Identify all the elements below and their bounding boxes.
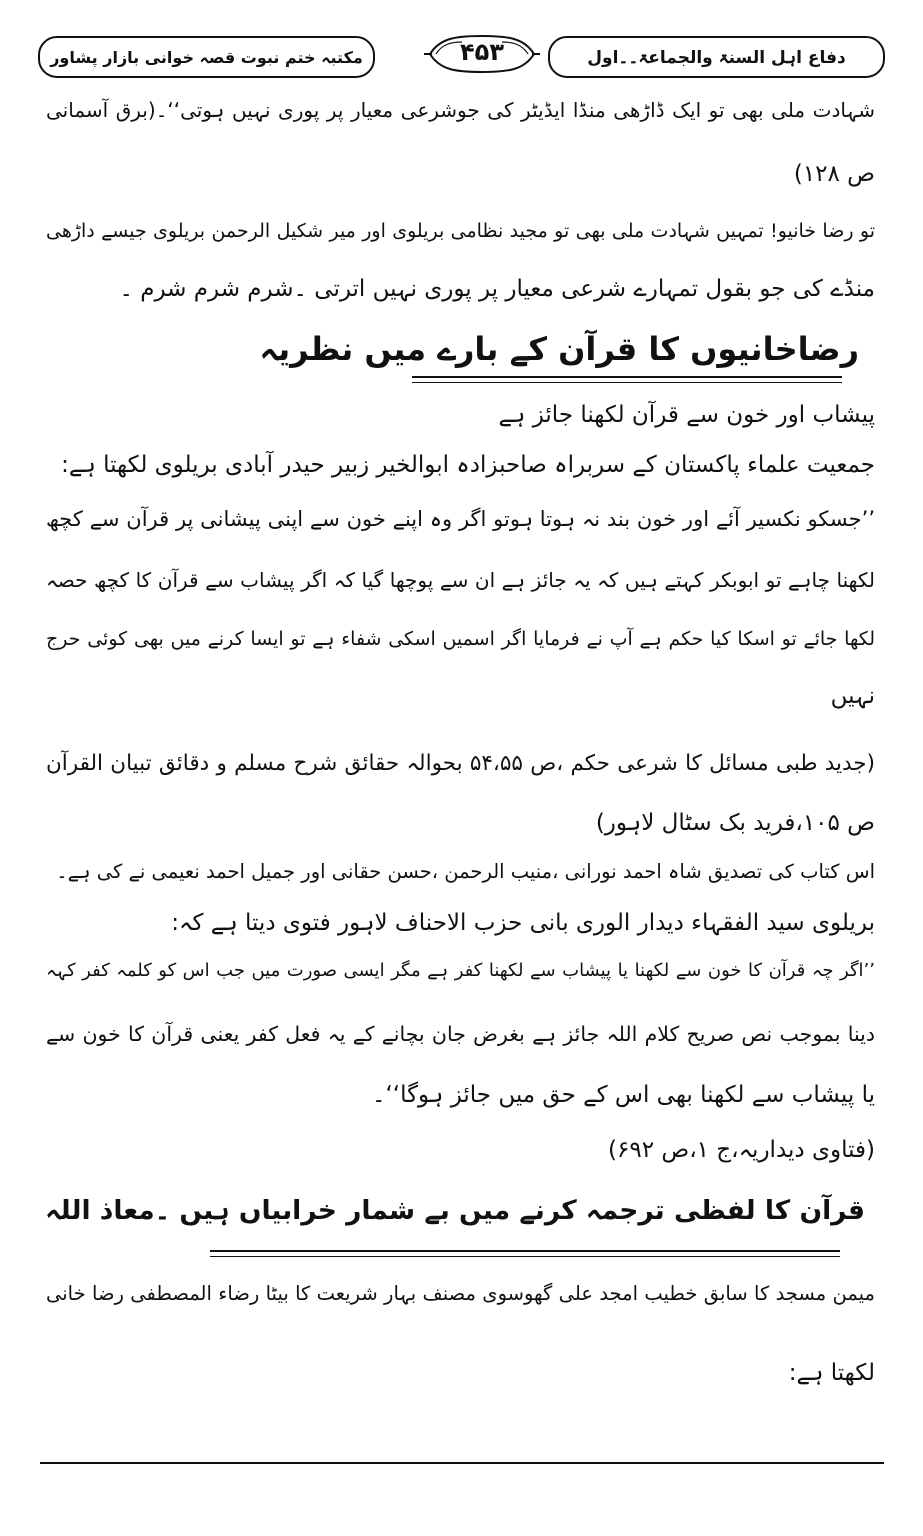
text-line: میمن مسجد کا سابق خطیب امجد علی گھوسوی مصنف بہار شریعت کا بیٹا رضاء المصطفی رضا خانی <box>46 1282 875 1305</box>
quote-line: یا پیشاب سے لکھنا بھی اس کے حق میں جائز ہوگا‘‘۔ <box>371 1082 875 1108</box>
text-line: تو رضا خانیو! تمہیں شہادت ملی بھی تو مجید نظامی بریلوی اور میر شکیل الرحمن بریلوی جیسے داڑھی <box>46 220 875 242</box>
quote-line: لکھا جائے تو اسکا کیا حکم ہے آپ نے فرمایا اگر اسمیں اسکی شفاء ہے تو ایسا کرنے میں بھی کوئی حرج <box>46 628 875 650</box>
text-line: جمعیت علماء پاکستان کے سربراہ صاحبزادہ ابوالخیر زبیر حیدر آبادی بریلوی لکھتا ہے: <box>61 452 875 478</box>
text-line: شہادت ملی بھی تو ایک ڈاڑھی منڈا ایڈیٹر کی جوشرعی معیار پر پوری نہیں ہوتی‘‘۔(برق آسمانی <box>46 98 875 122</box>
quote-line: نہیں <box>830 683 875 709</box>
footer-divider <box>40 1462 884 1464</box>
text-line: لکھتا ہے: <box>788 1360 875 1386</box>
section-heading: رضاخانیوں کا قرآن کے بارے میں نظریہ <box>259 330 859 368</box>
section-heading: قرآن کا لفظی ترجمہ کرنے میں بے شمار خرابیاں ہیں ۔معاذ اللہ <box>45 1195 865 1226</box>
heading-underline <box>412 382 842 383</box>
text-line: بریلوی سید الفقہاء دیدار الوری بانی حزب الاحناف لاہور فتوی دیتا ہے کہ: <box>171 910 875 936</box>
heading-underline <box>210 1250 840 1252</box>
text-line: پیشاب اور خون سے قرآن لکھنا جائز ہے <box>498 402 875 428</box>
quote-line: دینا بموجب نص صریح کلام اللہ جائز ہے بغرض جان بچانے کے یہ فعل کفر یعنی قرآن کا خون سے <box>46 1022 875 1046</box>
book-title: دفاع اہل السنۃ والجماعۃ۔۔اول <box>587 47 846 68</box>
citation-line: (جدید طبی مسائل کا شرعی حکم ،ص ۵۴،۵۵ بحوالہ حقائق شرح مسلم و دقائق تبیان القرآن <box>46 751 875 776</box>
citation-line: ص ۱۰۵،فرید بک سٹال لاہور) <box>595 810 875 836</box>
quote-line: ’’اگر چہ قرآن کا خون سے لکھنا یا پیشاب سے لکھنا کفر ہے مگر ایسی صورت میں جب اس کو کلمہ کفر کہہ <box>46 960 875 981</box>
page-header <box>38 30 885 82</box>
quote-line: لکھنا چاہے تو ابوبکر کہتے ہیں کہ یہ جائز ہے ان سے پوچھا گیا کہ اگر پیشاب سے قرآن کا کچھ حصہ <box>46 568 875 592</box>
book-title-box <box>548 36 885 78</box>
text-line: ص ۱۲۸) <box>793 161 875 187</box>
text-line: منڈے کی جو بقول تمہارے شرعی معیار پر پوری نہیں اترتی ۔شرم شرم شرم ۔ <box>119 276 875 302</box>
text-line: اس کتاب کی تصدیق شاہ احمد نورانی ،منیب الرحمن ،حسن حقانی اور جمیل احمد نعیمی نے کی ہے۔ <box>56 860 875 883</box>
quote-line: ’’جسکو نکسیر آئے اور خون بند نہ ہوتا ہوتو اگر وہ اپنے خون سے اپنی پیشانی پر قرآن سے کچھ <box>46 507 875 531</box>
publisher-name: مکتبہ ختم نبوت قصہ خوانی بازار پشاور <box>50 47 363 67</box>
page-number-ornament <box>422 30 542 78</box>
heading-underline <box>412 376 842 378</box>
citation-line: (فتاوی دیداریہ،ج ۱،ص ۶۹۲) <box>608 1137 875 1163</box>
heading-underline <box>210 1256 840 1257</box>
publisher-box <box>38 36 375 78</box>
page-number: ۴۵۳ <box>460 38 504 66</box>
